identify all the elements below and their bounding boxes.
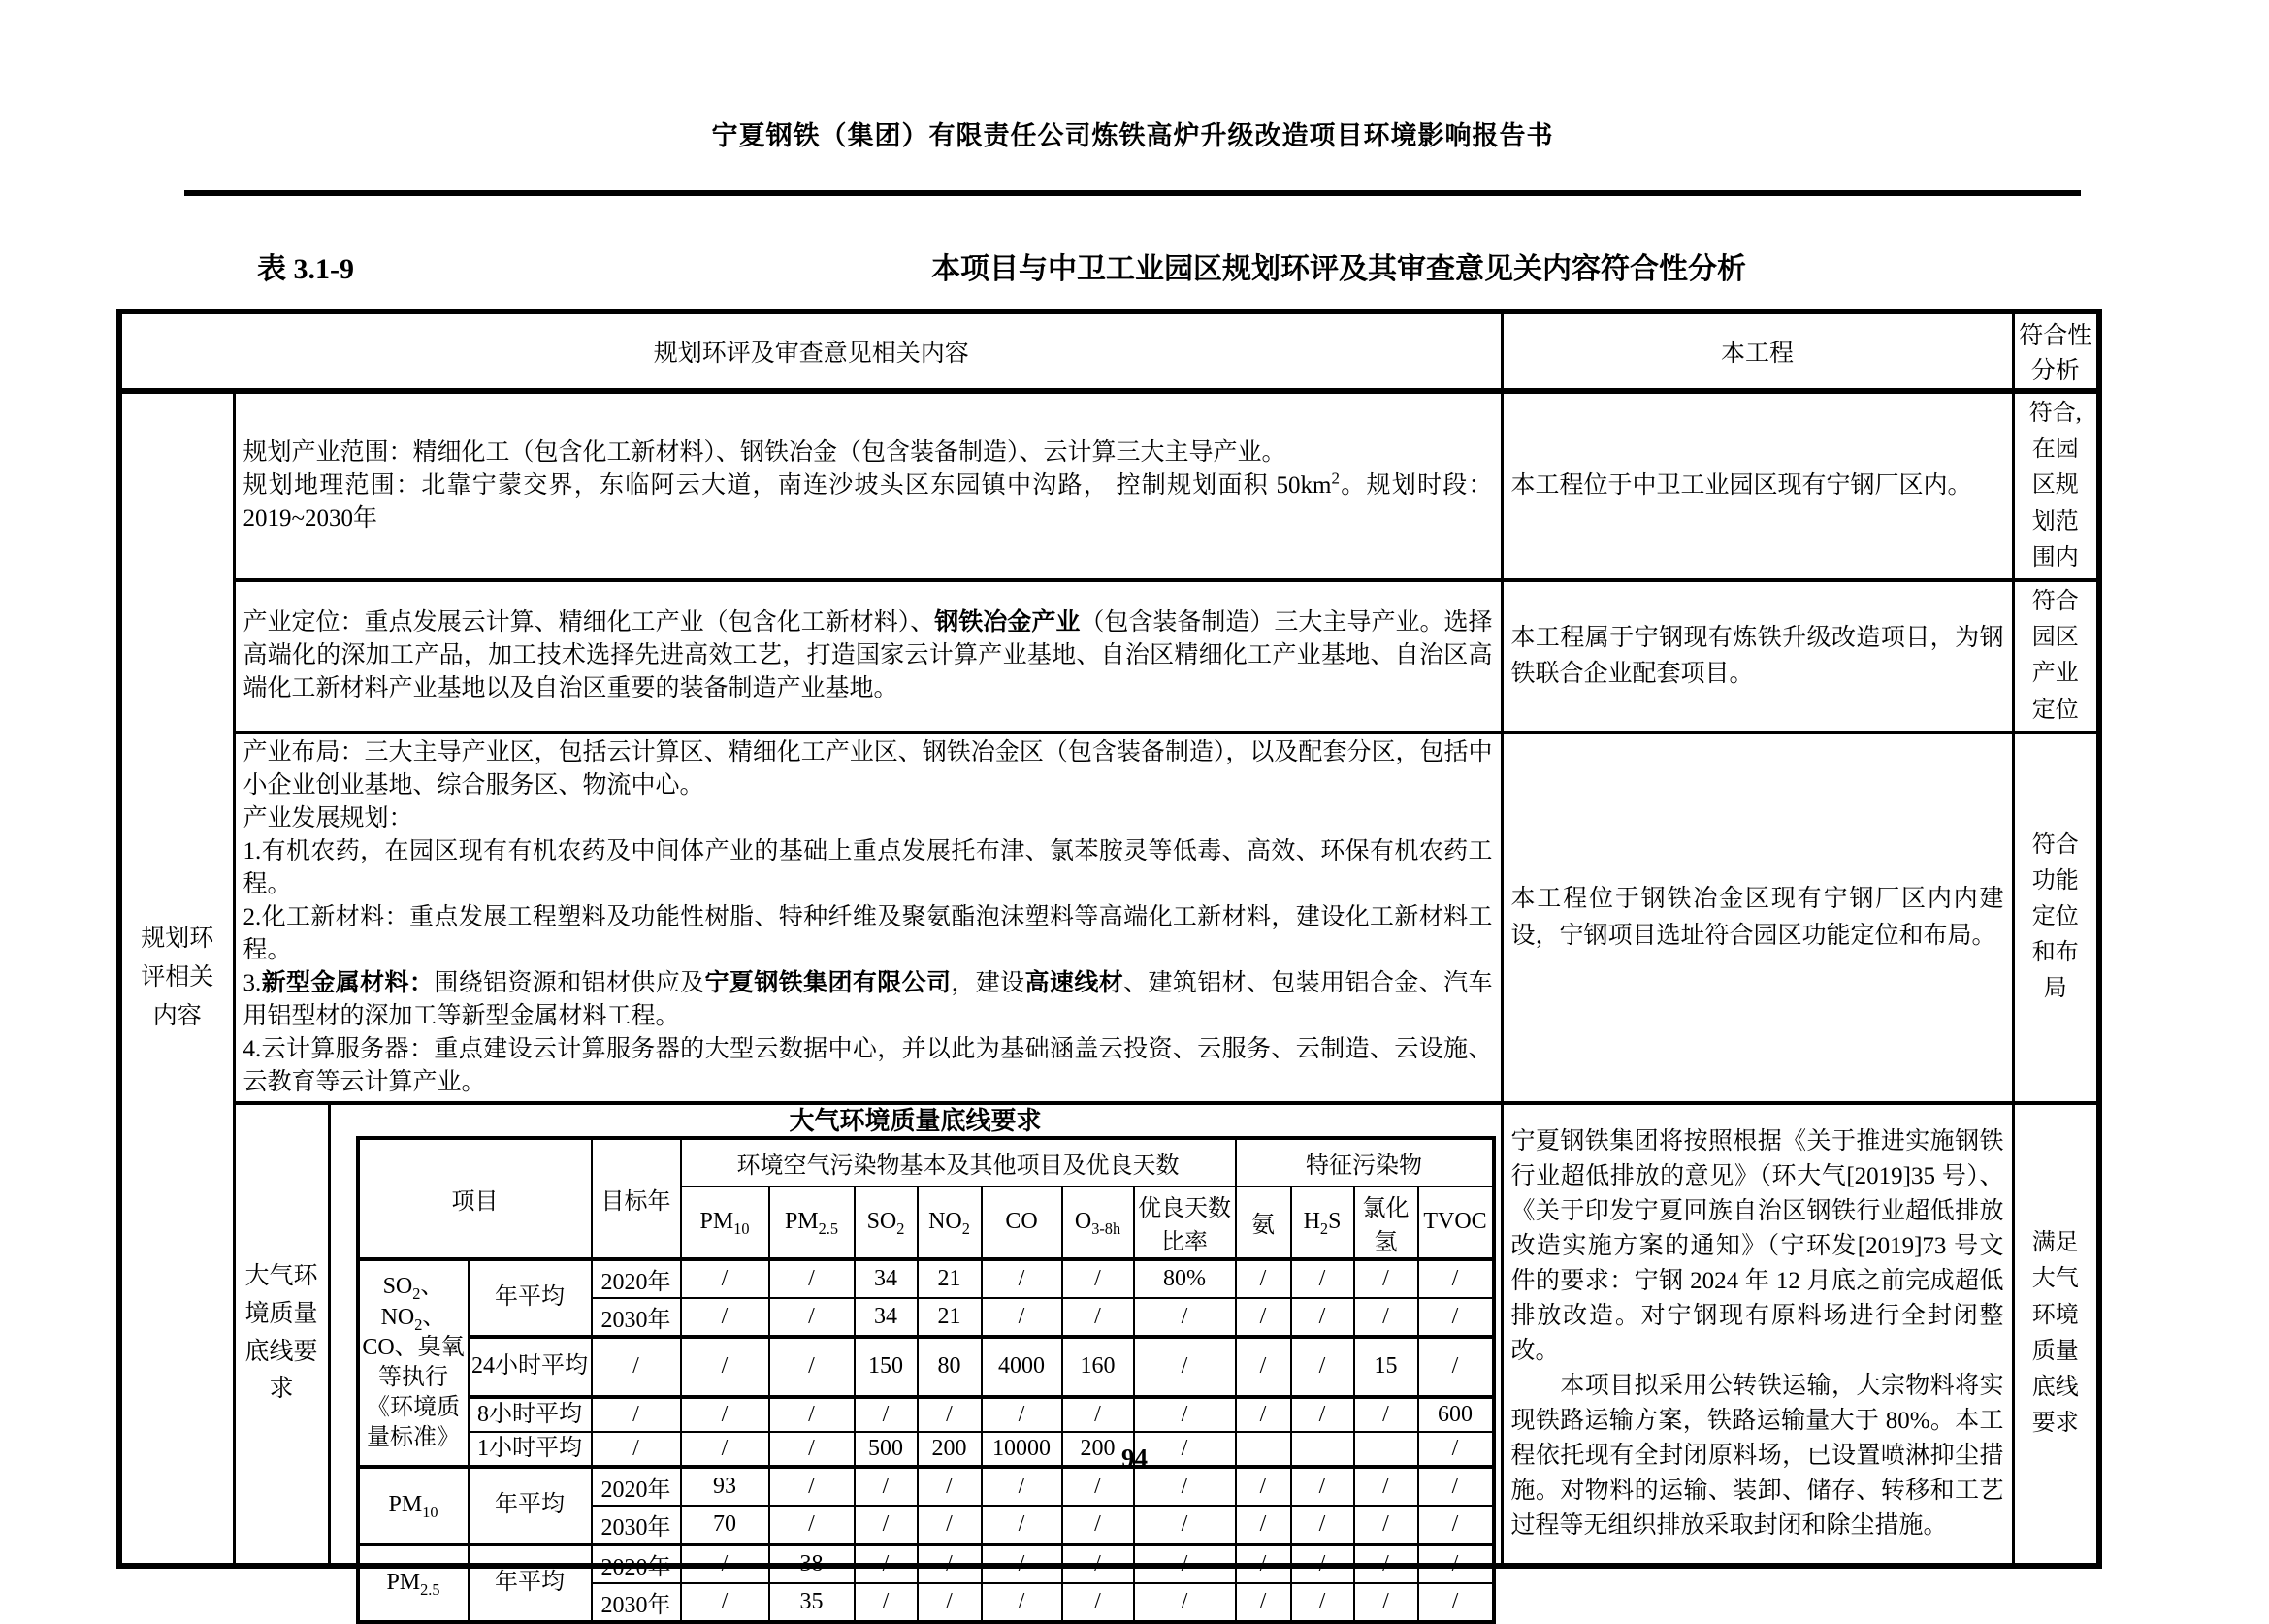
- air-year-cell: 2020年: [592, 1467, 681, 1506]
- air-value-cell: /: [918, 1506, 982, 1544]
- air-value-cell: 150: [855, 1337, 918, 1397]
- air-value-cell: /: [855, 1506, 918, 1544]
- air-value-cell: /: [1134, 1337, 1236, 1397]
- air-data-row: [358, 1544, 1494, 1583]
- table-header-row: [119, 311, 2099, 391]
- air-value-cell: 500: [855, 1432, 918, 1467]
- air-group-special: 特征污染物: [1236, 1138, 1494, 1186]
- air-col-pm25: $PM_{2.5}$: [769, 1186, 855, 1259]
- air-row-label-pm25: $PM_{2.5}$: [358, 1544, 469, 1622]
- air-value-cell: /: [1291, 1467, 1354, 1506]
- air-value-cell: /: [681, 1397, 769, 1432]
- air-value-cell: 600: [1418, 1397, 1494, 1432]
- air-col-so2: $SO_2$: [855, 1186, 918, 1259]
- air-value-cell: 15: [1354, 1337, 1418, 1397]
- air-value-cell: /: [1291, 1583, 1354, 1622]
- air-period-annual: 年平均: [469, 1467, 592, 1544]
- air-value-cell: /: [1236, 1298, 1291, 1337]
- air-value-cell: /: [982, 1506, 1062, 1544]
- air-value-cell: 4000: [982, 1337, 1062, 1397]
- air-value-cell: /: [855, 1467, 918, 1506]
- air-value-cell: /: [982, 1298, 1062, 1337]
- air-value-cell: /: [769, 1337, 855, 1397]
- air-value-cell: /: [1291, 1397, 1354, 1432]
- air-value-cell: 200: [1062, 1432, 1134, 1467]
- air-value-cell: /: [1418, 1544, 1494, 1583]
- air-section-wrap: [236, 1105, 1501, 1619]
- page-number: 94: [1121, 1444, 1148, 1473]
- air-row-label-gas: $SO_2$、$NO_2$、CO、臭氧等执行《环境质量标准》: [358, 1259, 469, 1467]
- air-col-tvoc: TVOC: [1418, 1186, 1494, 1259]
- air-value-cell: /: [1062, 1397, 1134, 1432]
- air-col-pm10: $PM_{10}$: [681, 1186, 769, 1259]
- air-col-nh3: 氨: [1236, 1186, 1291, 1259]
- air-value-cell: /: [1062, 1544, 1134, 1583]
- air-value-cell: 10000: [982, 1432, 1062, 1467]
- air-col-h2s: $H_2S$: [1291, 1186, 1354, 1259]
- air-value-cell: /: [1291, 1259, 1354, 1298]
- air-value-cell: /: [982, 1544, 1062, 1583]
- air-value-cell: /: [1418, 1583, 1494, 1622]
- air-period-8h: 8小时平均: [469, 1397, 592, 1432]
- air-value-cell: /: [1236, 1467, 1291, 1506]
- air-value-cell: /: [1354, 1506, 1418, 1544]
- air-value-cell: /: [1418, 1467, 1494, 1506]
- air-col-target-year: 目标年: [592, 1138, 681, 1259]
- air-value-cell: /: [918, 1467, 982, 1506]
- air-value-cell: /: [1134, 1397, 1236, 1432]
- air-data-row: [358, 1259, 1494, 1298]
- sidebar-label: 规划环评相关内容: [119, 391, 234, 1566]
- air-value-cell: /: [855, 1544, 918, 1583]
- air-value-cell: /: [769, 1397, 855, 1432]
- air-value-cell: /: [1418, 1259, 1494, 1298]
- air-value-cell: /: [982, 1467, 1062, 1506]
- air-value-cell: /: [1062, 1467, 1134, 1506]
- air-col-hcl: 氯化氢: [1354, 1186, 1418, 1259]
- table-title: 本项目与中卫工业园区规划环评及其审查意见关内容符合性分析: [931, 253, 1746, 285]
- air-value-cell: 38: [769, 1544, 855, 1583]
- air-row-label-pm10: $PM_{10}$: [358, 1467, 469, 1544]
- air-value-cell: /: [1134, 1583, 1236, 1622]
- air-section: [234, 1103, 1502, 1619]
- air-value-cell: /: [918, 1397, 982, 1432]
- table-row: [119, 1103, 2099, 1566]
- air-value-cell: /: [1236, 1337, 1291, 1397]
- air-year-cell: 2030年: [592, 1583, 681, 1622]
- air-value-cell: /: [1134, 1544, 1236, 1583]
- air-year-cell: 2030年: [592, 1298, 681, 1337]
- compliance-table: [116, 309, 2102, 1619]
- air-value-cell: /: [769, 1432, 855, 1467]
- air-project: 宁夏钢铁集团将按照根据《关于推进实施钢铁行业超低排放的意见》（环大气[2019]35 号）、《关于印发宁夏回族自治区钢铁行业超低排放改造实施方案的通知》（宁环发[2019]73 号文件的要求：宁钢 2024 年 12 月底之前完成超低排放改造。对宁钢现有原料场进行全封闭整改。 本项目拟采用公转铁运输，大宗物料将实现铁路运输方案，铁路运输量大于 80%。本工程依托现有全封闭原料场，已设置喷淋抑尘措施。对物料的运输、装卸、储存、转移和工艺过程等无组织排放采取封闭和除尘措施。: [1502, 1103, 2013, 1566]
- table-row: [119, 580, 2099, 732]
- air-period-annual: 年平均: [469, 1259, 592, 1337]
- air-value-cell: /: [1134, 1467, 1236, 1506]
- air-data-row: [358, 1397, 1494, 1432]
- air-value-cell: /: [769, 1259, 855, 1298]
- air-value-cell: /: [1354, 1583, 1418, 1622]
- air-col-good-days: 优良天数比率: [1134, 1186, 1236, 1259]
- air-main-area: [331, 1105, 1501, 1619]
- air-value-cell: /: [681, 1298, 769, 1337]
- air-value-cell: /: [1418, 1432, 1494, 1467]
- col-header-project: 本工程: [1502, 311, 2013, 391]
- air-year-cell: 2020年: [592, 1259, 681, 1298]
- air-value-cell: /: [1236, 1544, 1291, 1583]
- air-value-cell: /: [1354, 1259, 1418, 1298]
- air-value-cell: 160: [1062, 1337, 1134, 1397]
- header-rule: [184, 190, 2081, 196]
- air-value-cell: /: [1134, 1298, 1236, 1337]
- row3-content: 产业布局：三大主导产业区，包括云计算区、精细化工产业区、钢铁冶金区（包含装备制造），以及配套分区，包括中小企业创业基地、综合服务区、物流中心。 产业发展规划： 1.有机农药，在园区现有有机农药及中间体产业的基础上重点发展托布津、氯苯胺灵等低毒、高效、环保有机农药工程。 2.化工新材料：重点发展工程塑料及功能性树脂、特种纤维及聚氨酯泡沫塑料等高端化工新材料，建设化工新材料工程。 3.新型金属材料：围绕铝资源和铝材供应及宁夏钢铁集团有限公司，建设高速线材、建筑铝材、包装用铝合金、汽车用铝型材的深加工等新型金属材料工程。 4.云计算服务器：重点建设云计算服务器的大型云数据中心，并以此为基础涵盖云投资、云服务、云制造、云设施、云教育等云计算产业。: [234, 732, 1502, 1103]
- air-quality-table: [356, 1136, 1496, 1624]
- air-value-cell: /: [982, 1397, 1062, 1432]
- air-value-cell: /: [1354, 1298, 1418, 1337]
- air-year-cell: /: [592, 1432, 681, 1467]
- air-value-cell: /: [982, 1583, 1062, 1622]
- air-value-cell: 200: [918, 1432, 982, 1467]
- air-value-cell: /: [681, 1337, 769, 1397]
- table-label: 表 3.1-9: [257, 253, 354, 285]
- col-header-analysis: 符合性分析: [2013, 311, 2099, 391]
- air-value-cell: /: [982, 1259, 1062, 1298]
- air-year-cell: /: [592, 1337, 681, 1397]
- air-value-cell: /: [855, 1397, 918, 1432]
- air-value-cell: /: [855, 1583, 918, 1622]
- air-value-cell: 21: [918, 1298, 982, 1337]
- air-value-cell: /: [769, 1298, 855, 1337]
- air-period-1h: 1小时平均: [469, 1432, 592, 1467]
- row2-content: 产业定位：重点发展云计算、精细化工产业（包含化工新材料）、钢铁冶金产业（包含装备制造）三大主导产业。选择高端化的深加工产品，加工技术选择先进高效工艺，打造国家云计算产业基地、自治区精细化工产业基地、自治区高端化工新材料产业基地以及自治区重要的装备制造产业基地。: [234, 580, 1502, 732]
- air-value-cell: /: [1418, 1506, 1494, 1544]
- air-value-cell: 35: [769, 1583, 855, 1622]
- air-value-cell: /: [918, 1583, 982, 1622]
- air-value-cell: /: [1236, 1397, 1291, 1432]
- row3-analysis: 符合功能定位和布局: [2013, 732, 2099, 1103]
- air-value-cell: /: [1134, 1432, 1236, 1467]
- air-value-cell: /: [1236, 1583, 1291, 1622]
- air-value-cell: /: [1236, 1506, 1291, 1544]
- air-period-24h: 24小时平均: [469, 1337, 592, 1397]
- air-data-row: [358, 1337, 1494, 1397]
- air-value-cell: /: [1291, 1544, 1354, 1583]
- air-value-cell: /: [1291, 1298, 1354, 1337]
- air-sidebar-label: 大气环境质量底线要求: [236, 1105, 331, 1563]
- air-value-cell: /: [1418, 1337, 1494, 1397]
- table-row: [119, 732, 2099, 1103]
- air-value-cell: /: [1354, 1544, 1418, 1583]
- air-analysis: 满足大气环境质量底线要求: [2013, 1103, 2099, 1566]
- air-value-cell: /: [1354, 1467, 1418, 1506]
- row3-project: 本工程位于钢铁冶金区现有宁钢厂区内内建设，宁钢项目选址符合园区功能定位和布局。: [1502, 732, 2013, 1103]
- air-table-title: 大气环境质量底线要求: [789, 1106, 1042, 1135]
- document-header-title: 宁夏钢铁（集团）有限责任公司炼铁高炉升级改造项目环境影响报告书: [711, 121, 1554, 150]
- air-value-cell: /: [681, 1259, 769, 1298]
- air-period-annual: 年平均: [469, 1544, 592, 1622]
- air-value-cell: /: [681, 1583, 769, 1622]
- air-value-cell: 34: [855, 1298, 918, 1337]
- air-value-cell: /: [769, 1467, 855, 1506]
- air-value-cell: /: [1354, 1397, 1418, 1432]
- col-header-content: 规划环评及审查意见相关内容: [119, 311, 1502, 391]
- air-header-group-row: [358, 1138, 1494, 1186]
- air-value-cell: 34: [855, 1259, 918, 1298]
- air-value-cell: /: [1291, 1506, 1354, 1544]
- air-value-cell: /: [1062, 1506, 1134, 1544]
- air-value-cell: /: [681, 1432, 769, 1467]
- air-value-cell: /: [1291, 1337, 1354, 1397]
- air-year-cell: 2030年: [592, 1506, 681, 1544]
- air-value-cell: 93: [681, 1467, 769, 1506]
- air-value-cell: /: [1418, 1298, 1494, 1337]
- air-value-cell: /: [918, 1544, 982, 1583]
- air-value-cell: /: [1134, 1506, 1236, 1544]
- air-col-item: 项目: [358, 1138, 592, 1259]
- air-group-basic: 环境空气污染物基本及其他项目及优良天数: [681, 1138, 1236, 1186]
- air-year-cell: 2020年: [592, 1544, 681, 1583]
- table-caption: [116, 244, 2096, 287]
- air-value-cell: /: [681, 1544, 769, 1583]
- air-col-co: CO: [982, 1186, 1062, 1259]
- air-col-o3: $O_{3-8h}$: [1062, 1186, 1134, 1259]
- air-value-cell: 70: [681, 1506, 769, 1544]
- air-value-cell: /: [1236, 1259, 1291, 1298]
- air-year-cell: /: [592, 1397, 681, 1432]
- row2-project: 本工程属于宁钢现有炼铁升级改造项目，为钢铁联合企业配套项目。: [1502, 580, 2013, 732]
- row1-project: 本工程位于中卫工业园区现有宁钢厂区内。: [1502, 391, 2013, 580]
- table-row: [119, 391, 2099, 580]
- air-value-cell: /: [1062, 1583, 1134, 1622]
- air-value-cell: 21: [918, 1259, 982, 1298]
- air-col-no2: $NO_2$: [918, 1186, 982, 1259]
- row2-analysis: 符合园区产业定位: [2013, 580, 2099, 732]
- air-value-cell: 80%: [1134, 1259, 1236, 1298]
- air-value-cell: /: [1062, 1259, 1134, 1298]
- row1-content: 规划产业范围：精细化工（包含化工新材料）、钢铁冶金（包含装备制造）、云计算三大主导产业。 规划地理范围：北靠宁蒙交界，东临阿云大道，南连沙坡头区东园镇中沟路， 控制规划面积 $50km^2$。规划时段：2019~2030年: [234, 391, 1502, 580]
- air-value-cell: /: [1062, 1298, 1134, 1337]
- row1-analysis: 符合,在园区规划范围内: [2013, 391, 2099, 580]
- air-value-cell: /: [769, 1506, 855, 1544]
- air-value-cell: 80: [918, 1337, 982, 1397]
